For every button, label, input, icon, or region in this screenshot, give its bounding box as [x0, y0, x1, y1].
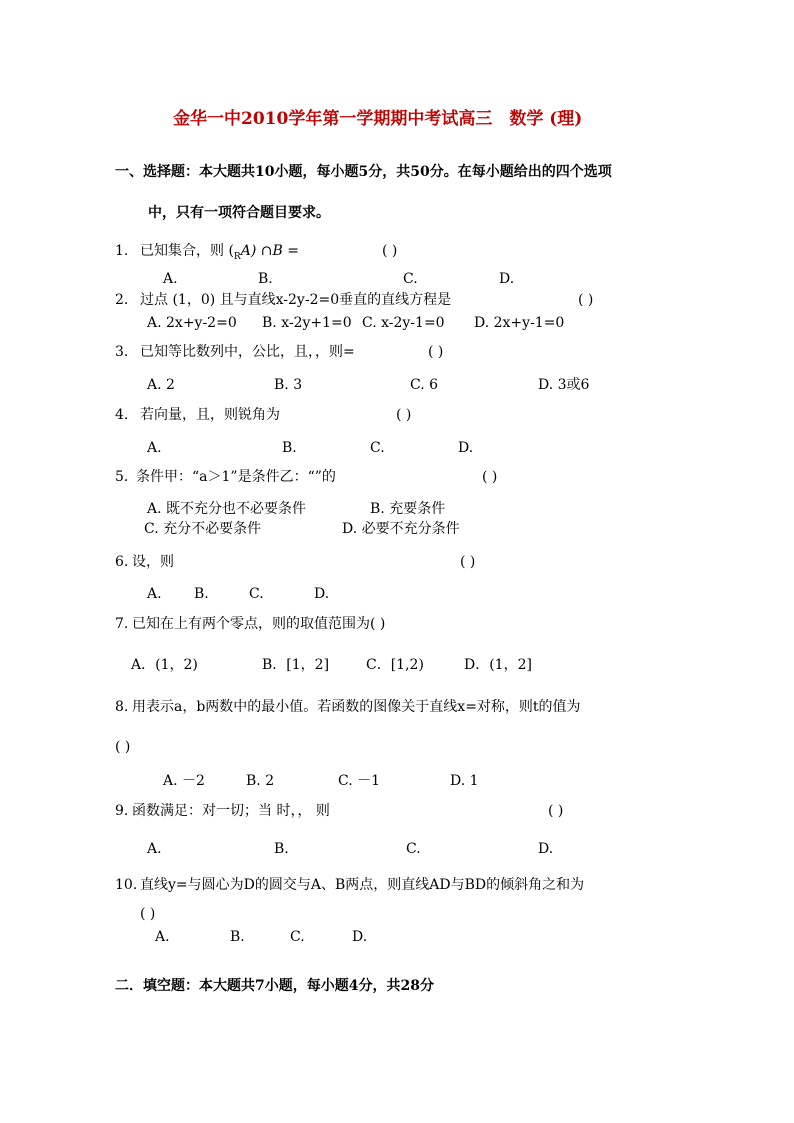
q10-option-d: D. — [352, 929, 368, 945]
q2-stem: 过点 (1，0) 且与直线x-2y-2=0垂直的直线方程是 — [140, 292, 452, 308]
q3-stem: 已知等比数列中，公比，且，，则= — [140, 344, 355, 360]
q7-option-b: B．[1，2] — [262, 657, 330, 673]
q1-stem — [140, 242, 299, 266]
q1-answer-paren: ( ) — [382, 243, 398, 259]
q3-answer-paren: ( ) — [428, 344, 444, 360]
q3-option-d: D. 3或6 — [538, 377, 590, 393]
q2-answer-paren: ( ) — [578, 292, 594, 308]
q9-option-a: A. — [147, 841, 162, 857]
q5-number: 5． — [115, 469, 138, 485]
q6-answer-paren: ( ) — [460, 554, 476, 570]
q8-stem: 用表示a，b两数中的最小值。若函数的图像关于直线x=对称，则t的值为 — [132, 699, 581, 715]
q4-option-c: C. — [370, 440, 385, 456]
q2-option-d: D. 2x+y-1=0 — [474, 315, 565, 331]
q8-option-b: B. 2 — [246, 773, 275, 789]
q1-number: 1. — [115, 243, 129, 259]
q1-option-b: B. — [258, 271, 273, 287]
section2-heading: 二．填空题：本大题共7小题，每小题4分，共28分 — [115, 978, 434, 994]
q2-option-c: C. x-2y-1=0 — [362, 315, 445, 331]
q10-option-c: C. — [290, 929, 305, 945]
q9-option-c: C. — [406, 841, 421, 857]
q3-option-a: A. 2 — [147, 377, 175, 393]
q4-option-b: B. — [282, 440, 297, 456]
q5-answer-paren: ( ) — [482, 469, 498, 485]
q5-option-c: C. 充分不必要条件 — [144, 521, 262, 537]
q4-option-a: A. — [147, 440, 162, 456]
q10-number: 10. — [115, 877, 138, 893]
q1-stem-text: 已知集合，则 ( — [140, 243, 234, 259]
q8-option-d: D. 1 — [450, 773, 479, 789]
q10-stem: 直线y=与圆心为D的圆交与A、B两点，则直线AD与BD的倾斜角之和为 — [140, 877, 585, 893]
section1-heading: 一、选择题：本大题共10小题，每小题5分，共50分。在每小题给出的四个选项 — [115, 164, 612, 180]
q4-option-d: D. — [458, 440, 474, 456]
q10-option-a: A. — [155, 929, 170, 945]
q7-option-d: D．(1，2] — [464, 657, 532, 673]
q10-option-b: B. — [230, 929, 245, 945]
q1-option-d: D. — [499, 271, 515, 287]
q5-option-a: A. 既不充分也不必要条件 — [147, 501, 307, 517]
q9-option-b: B. — [274, 841, 289, 857]
q5-stem: 条件甲：“a＞1”是条件乙：“”的 — [136, 469, 336, 485]
q1-stem-tail: A) ∩B = — [240, 243, 299, 259]
q7-stem: 已知在上有两个零点，则的取值范围为( ) — [132, 616, 386, 632]
q6-option-a: A. — [147, 586, 162, 602]
q9-option-d: D. — [538, 841, 554, 857]
q5-option-d: D. 必要不充分条件 — [342, 521, 460, 537]
q9-stem: 函数满足：对一切；当 时，， 则 — [132, 803, 330, 819]
q2-option-a: A. 2x+y-2=0 — [147, 315, 237, 331]
section1-heading-cont: 中，只有一项符合题目要求。 — [148, 205, 330, 221]
q8-number: 8. — [115, 699, 129, 715]
q8-answer-paren: ( ) — [115, 739, 131, 755]
q4-number: 4. — [115, 407, 129, 423]
q6-option-c: C. — [249, 586, 264, 602]
q6-option-d: D. — [314, 586, 330, 602]
q1-option-a: A. — [163, 271, 178, 287]
q9-answer-paren: ( ) — [548, 803, 564, 819]
q2-option-b: B. x-2y+1=0 — [262, 315, 352, 331]
q7-option-a: A．(1，2) — [131, 657, 198, 673]
q6-number: 6. — [115, 554, 129, 570]
q4-answer-paren: ( ) — [396, 407, 412, 423]
q7-number: 7. — [115, 616, 129, 632]
q7-option-c: C．[1,2) — [366, 657, 424, 673]
q3-number: 3. — [115, 344, 129, 360]
q1-stem-sub: R — [233, 251, 241, 262]
q9-number: 9. — [115, 803, 129, 819]
q6-option-b: B. — [194, 586, 209, 602]
q1-option-c: C. — [403, 271, 418, 287]
q2-number: 2. — [115, 292, 129, 308]
q8-option-a: A. －2 — [163, 773, 205, 789]
q3-option-b: B. 3 — [274, 377, 303, 393]
q5-option-b: B. 充要条件 — [370, 501, 446, 517]
q8-option-c: C. －1 — [338, 773, 381, 789]
page-title: 金华一中2010学年第一学期期中考试高三 数学 (理) — [173, 109, 583, 129]
q10-answer-paren: ( ) — [140, 906, 156, 922]
q6-stem: 设，则 — [132, 554, 174, 570]
q3-option-c: C. 6 — [410, 377, 439, 393]
q4-stem: 若向量，且，则锐角为 — [140, 407, 280, 423]
